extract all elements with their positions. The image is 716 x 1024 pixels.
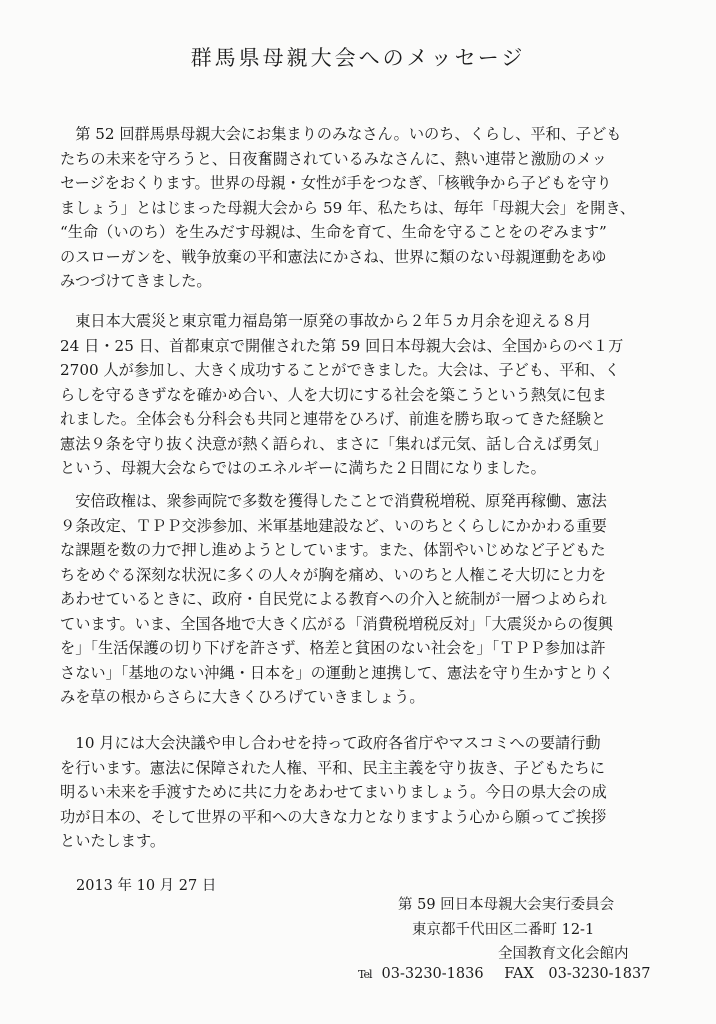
paragraph-3 [60, 489, 614, 710]
fax-label: FAX [504, 966, 534, 982]
paragraph-line: “生命（いのち）を生みだす母親は、生命を育て、生命を守ることをのぞみます” [60, 223, 607, 241]
signature-building: 全国教育文化会館内 [498, 946, 629, 962]
paragraph-line: ましょう」とはじまった母親大会から 59 年、私たちは、毎年「母親大会」を開き、 [60, 198, 636, 217]
tel-number: 03-3230-1836 [381, 966, 484, 982]
paragraph-line: を」「生活保護の切り下げを許さず、格差と貧困のない社会を」「ＴＰＰ参加は許 [60, 639, 606, 657]
signature-address: 東京都千代田区二番町 12-1 [412, 922, 595, 938]
paragraph-line: れました。全体会も分科会も共同と連帯をひろげ、前進を勝ち取ってきた経験と [60, 410, 607, 428]
paragraph-line: という、母親大会ならではのエネルギーに満ちた２日間になりました。 [60, 459, 546, 477]
paragraph-line: 東日本大震災と東京電力福島第一原発の事故から２年５カ月余を迎える８月 [60, 312, 592, 330]
paragraph-line: 第 52 回群馬県母親大会にお集まりのみなさん。いのち、くらし、平和、子ども [60, 125, 622, 143]
paragraph-4 [60, 731, 607, 854]
tel-label: Tel [358, 968, 372, 981]
paragraph-line: 2700 人が参加し、大きく成功することができました。大会は、子ども、平和、く [60, 361, 620, 379]
paragraph-line: な課題を数の力で押し進めようとしています。また、体罰やいじめなど子どもた [60, 541, 606, 559]
paragraph-1 [60, 122, 635, 294]
paragraph-line: ９条改定、ＴＰＰ交渉参加、米軍基地建設など、いのちとくらしにかかわる重要 [60, 516, 607, 535]
paragraph-line: 功が日本の、そして世界の平和への大きな力となりますよう心から願ってご挨拶 [60, 807, 607, 826]
paragraph-2 [60, 309, 623, 481]
signature-organization: 第 59 回日本母親大会実行委員会 [398, 897, 615, 913]
paragraph-line: のスローガンを、戦争放棄の平和憲法にかさね、世界に類のない母親運動をあゆ [60, 247, 607, 266]
fax-number: 03-3230-1837 [548, 966, 651, 982]
paragraph-line: さない」「基地のない沖縄・日本を」の運動と連携して、憲法を守り生かすとりく [60, 663, 615, 682]
paragraph-line: みを草の根からさらに大きくひろげていきましょう。 [60, 688, 425, 706]
paragraph-line: セージをおくります。世界の母親・女性が手をつなぎ、「核戦争から子どもを守り [60, 174, 612, 192]
letter-date: 2013 年 10 月 27 日 [76, 878, 217, 894]
paragraph-line: 明るい未来を手渡すために共に力をあわせてまいりましょう。今日の県大会の成 [60, 783, 607, 801]
paragraph-line: たちの未来を守ろうと、日夜奮闘されているみなさんに、熱い連帯と激励のメッ [60, 149, 607, 168]
paragraph-line: 10 月には大会決議や申し合わせを持って政府各省庁やマスコミへの要請行動 [60, 734, 601, 752]
paragraph-line: 安倍政権は、衆参両院で多数を獲得したことで消費税増税、原発再稼働、憲法 [60, 492, 607, 510]
paragraph-line: ちをめぐる深刻な状況に多くの人々が胸を痛め、いのちと人権こそ大切にと力を [60, 565, 607, 584]
signature-contact [358, 966, 650, 982]
paragraph-line: みつづけてきました。 [60, 272, 212, 290]
paragraph-line: あわせているときに、政府・自民党による教育への介入と統制が一層つよめられ [60, 590, 607, 608]
paragraph-line: ています。いま、全国各地で大きく広がる「消費税増税反対」「大震災からの復興 [60, 614, 614, 633]
paragraph-line: 憲法９条を守り抜く決意が熱く語られ、まさに「集れば元気、話し合えば勇気」 [60, 434, 608, 453]
paragraph-line: を行います。憲法に保障された人権、平和、民主主義を守り抜き、子どもたちに [60, 758, 605, 777]
page-title: 群馬県母親大会へのメッセージ [190, 46, 526, 70]
paragraph-line: らしを守るきずなを確かめ合い、人を大切にする社会を築こうという熱気に包ま [60, 385, 607, 404]
paragraph-line: といたします。 [60, 832, 166, 850]
paragraph-line: 24 日・25 日、首都東京で開催された第 59 回日本母親大会は、全国からのべ１万 [60, 336, 624, 355]
